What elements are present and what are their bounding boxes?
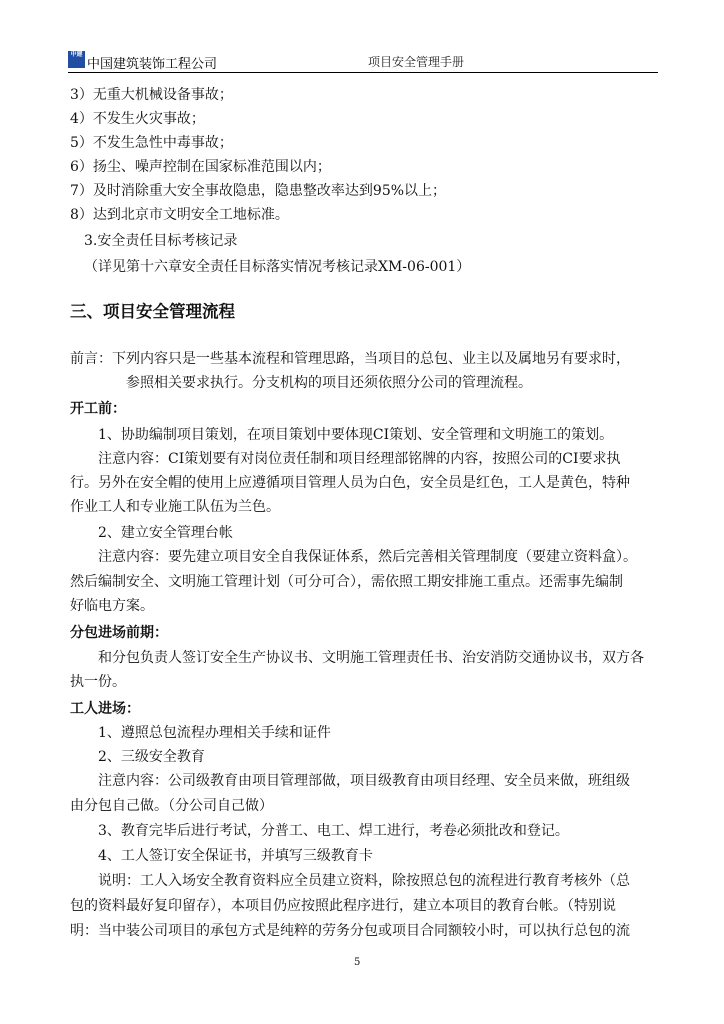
record-title: 3.安全责任目标考核记录 <box>84 233 238 249</box>
goal-item: 7）及时消除重大安全事故隐患，隐患整改率达到95%以上； <box>70 183 447 199</box>
page-number: 5 <box>354 957 361 968</box>
list-item: 2、三级安全教育 <box>98 749 205 765</box>
goal-item: 5）不发生急性中毒事故； <box>70 135 233 151</box>
preface-line: 前言：下列内容只是一些基本流程和管理思路，当项目的总包、业主以及属地另有要求时， <box>70 351 630 367</box>
page-header <box>68 50 658 73</box>
document-title: 项目安全管理手册 <box>368 55 465 69</box>
explain-line: 说明：工人入场安全教育资料应全员建立资料，除按照总包的流程进行教育考核外（总 <box>98 873 630 889</box>
explain-line: 明：当中装公司项目的承包方式是纯粹的劳务分包或项目合同额较小时，可以执行总包的流 <box>70 923 630 939</box>
workers-title: 工人进场： <box>70 701 140 717</box>
paragraph-line: 执一份。 <box>70 674 126 690</box>
company-logo: 中建 <box>68 51 85 68</box>
company-name: 中国建筑装饰工程公司 <box>87 57 218 72</box>
note-line: 注意内容：CI策划要有对岗位责任制和项目经理部铭牌的内容，按照公司的CI要求执 <box>98 451 621 467</box>
note-line: 注意内容：公司级教育由项目管理部做，项目级教育由项目经理、安全员来做，班组级 <box>98 773 630 789</box>
before-work-title: 开工前： <box>70 401 126 417</box>
goal-item: 8）达到北京市文明安全工地标准。 <box>70 207 289 223</box>
section-heading: 三、项目安全管理流程 <box>70 302 235 321</box>
note-line: 由分包自己做。（分公司自己做） <box>70 798 273 814</box>
subcontract-title: 分包进场前期： <box>70 625 168 641</box>
explain-line: 包的资料最好复印留存），本项目仍应按照此程序进行，建立本项目的教育台帐。（特别说 <box>70 898 616 914</box>
record-note: （详见第十六章安全责任目标落实情况考核记录XM-06-001） <box>84 259 471 275</box>
note-line: 好临电方案。 <box>70 598 154 614</box>
note-line: 行。另外在安全帽的使用上应遵循项目管理人员为白色，安全员是红色，工人是黄色，特种 <box>70 475 630 491</box>
goal-item: 3）无重大机械设备事故； <box>70 87 233 103</box>
goal-item: 4）不发生火灾事故； <box>70 111 205 127</box>
list-item: 1、遵照总包流程办理相关手续和证件 <box>98 725 331 741</box>
list-item: 3、教育完毕后进行考试，分普工、电工、焊工进行，考卷必须批改和登记。 <box>98 823 569 839</box>
note-line: 作业工人和专业施工队伍为兰色。 <box>70 499 280 515</box>
list-item: 1、协助编制项目策划，在项目策划中要体现CI策划、安全管理和文明施工的策划。 <box>98 427 614 443</box>
paragraph-line: 和分包负责人签订安全生产协议书、文明施工管理责任书、治安消防交通协议书，双方各 <box>98 650 644 666</box>
list-item: 4、工人签订安全保证书，并填写三级教育卡 <box>98 848 373 864</box>
list-item: 2、建立安全管理台帐 <box>98 525 233 541</box>
goal-item: 6）扬尘、噪声控制在国家标准范围以内； <box>70 159 331 175</box>
preface-line: 参照相关要求执行。分支机构的项目还须依照分公司的管理流程。 <box>126 375 532 391</box>
note-line: 注意内容：要先建立项目安全自我保证体系，然后完善相关管理制度（要建立资料盒）。 <box>98 549 637 565</box>
note-line: 然后编制安全、文明施工管理计划（可分可合），需依照工期安排施工重点。还需事先编制 <box>70 574 623 590</box>
